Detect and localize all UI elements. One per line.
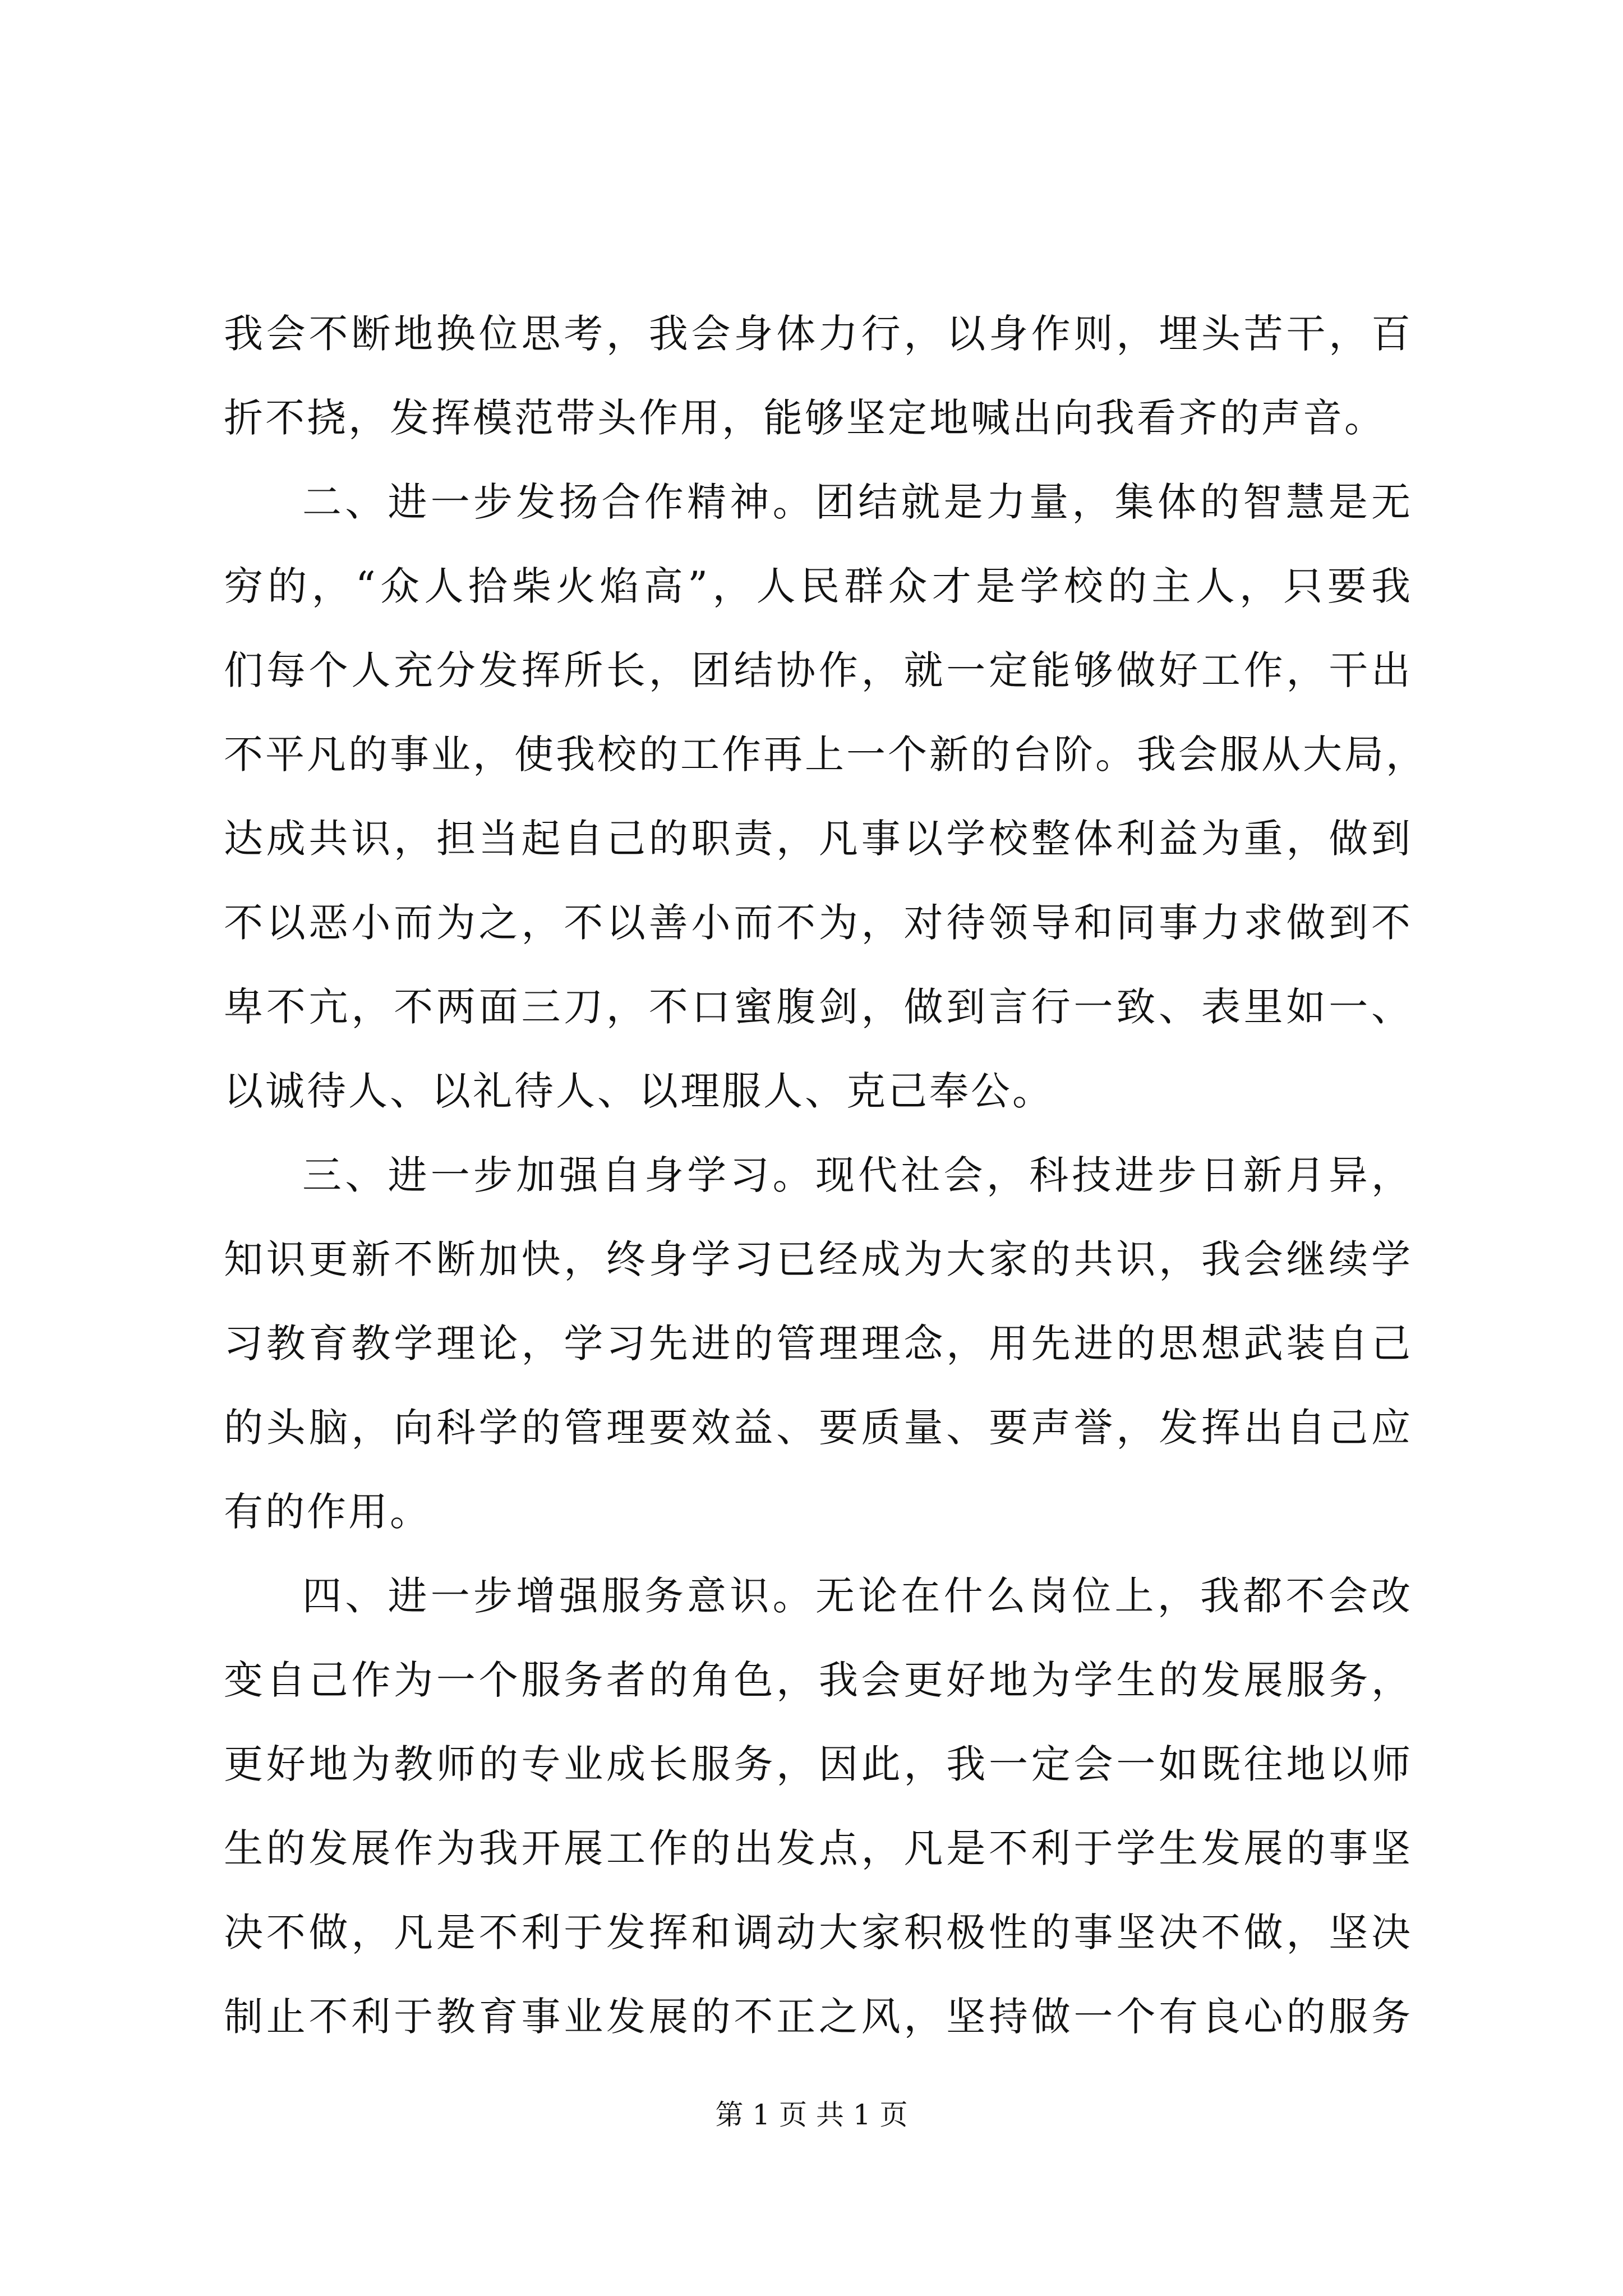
paragraph-3-line-3: 习教育教学理论，学习先进的管理理念，用先进的思想武装自己: [224, 1320, 1413, 1366]
paragraph-4-line-3: 更好地为教师的专业成长服务，因此，我一定会一如既往地以师: [224, 1741, 1413, 1787]
paragraph-4-line-4: 生的发展作为我开展工作的出发点，凡是不利于学生发展的事坚: [224, 1825, 1413, 1871]
paragraph-4-line-1: 四、进一步增强服务意识。无论在什么岗位上，我都不会改: [302, 1573, 1413, 1619]
document-body: [224, 292, 1427, 2059]
paragraph-4-line-6: 制止不利于教育事业发展的不正之风，坚持做一个有良心的服务: [224, 1994, 1413, 2040]
paragraph-2-line-8: 以诚待人、以礼待人、以理服人、克己奉公。: [224, 1068, 1054, 1114]
paragraph-2-line-3: 们每个人充分发挥所长，团结协作，就一定能够做好工作，干出: [224, 647, 1413, 693]
paragraph-2-line-7: 卑不亢，不两面三刀，不口蜜腹剑，做到言行一致、表里如一、: [224, 984, 1413, 1030]
paragraph-1-line-1: 我会不断地换位思考，我会身体力行，以身作则，埋头苦干，百: [224, 311, 1413, 357]
paragraph-2-line-1: 二、进一步发扬合作精神。团结就是力量，集体的智慧是无: [302, 479, 1413, 525]
paragraph-3-line-4: 的头脑，向科学的管理要效益、要质量、要声誉，发挥出自己应: [224, 1405, 1413, 1451]
paragraph-4-line-5: 决不做，凡是不利于发挥和调动大家积极性的事坚决不做，坚决: [224, 1910, 1413, 1955]
paragraph-2-line-6: 不以恶小而为之，不以善小而不为，对待领导和同事力求做到不: [224, 900, 1413, 946]
paragraph-3-line-5: 有的作用。: [224, 1489, 431, 1535]
paragraph-2-line-5: 达成共识，担当起自己的职责，凡事以学校整体利益为重，做到: [224, 816, 1413, 862]
paragraph-4-line-2: 变自己作为一个服务者的角色，我会更好地为学生的发展服务，: [224, 1657, 1413, 1703]
paragraph-2-line-2: 穷的，“众人拾柴火焰高”，人民群众才是学校的主人，只要我: [224, 563, 1413, 609]
paragraph-3-line-2: 知识更新不断加快，终身学习已经成为大家的共识，我会继续学: [224, 1236, 1413, 1282]
page-number-footer: 第 1 页 共 1 页: [715, 2099, 908, 2131]
paragraph-3-line-1: 三、进一步加强自身学习。现代社会，科技进步日新月异，: [302, 1152, 1413, 1198]
paragraph-1-line-2: 折不挠，发挥模范带头作用，能够坚定地喊出向我看齐的声音。: [224, 395, 1386, 441]
paragraph-2-line-4: 不平凡的事业，使我校的工作再上一个新的台阶。我会服从大局，: [224, 731, 1427, 777]
